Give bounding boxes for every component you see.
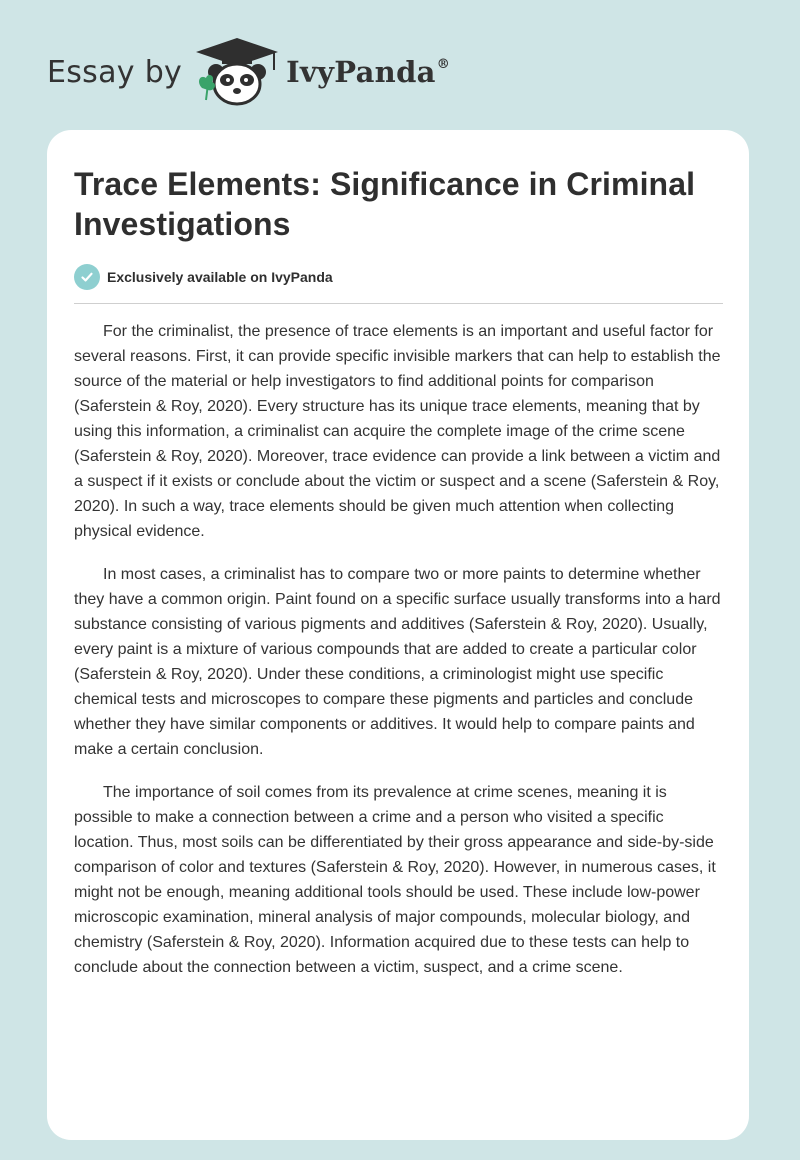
badge-label: Exclusively available on IvyPanda — [107, 269, 333, 285]
paragraph: The importance of soil comes from its prevalence at crime scenes, meaning it is possible to make a connection between a crime and a person who visited a specific location. Thus, most soils can be differentiated by their gross appearance and side-by-side comparison of color and textures (Saferstein & Roy, 2020). However, in numerous cases, it might not be enough, meaning additional tools should be used. These include low-power microscopic examination, mineral analysis of major compounds, molecular biology, and chemistry (Saferstein & Roy, 2020). Information acquired due to these tests can help to conclude about the connection between a victim, suspect, and a crime scene. — [74, 784, 716, 976]
paragraph: In most cases, a criminalist has to compare two or more paints to determine whether they have a common origin. Paint found on a specific surface usually transforms into a hard substance consisting of various pigments and additives (Saferstein & Roy, 2020). Usually, every paint is a mixture of various compounds that are added to create a particular color (Saferstein & Roy, 2020). Under these conditions, a criminologist might use specific chemical tests and microscopes to compare these pigments and particles and conclude whether they have similar components or additives. It would help to compare paints and make a certain conclusion. — [74, 566, 721, 758]
site-header — [47, 36, 527, 108]
exclusive-badge — [74, 263, 333, 291]
paragraph: For the criminalist, the presence of trace elements is an important and useful factor for several reasons. First, it can provide specific invisible markers that can help to establish the source of the material or help investigators to find additional points for comparison (Saferstein & Roy, 2020). Every structure has its unique trace elements, meaning that by using this information, a criminalist can acquire the complete image of the crime scene (Saferstein & Roy, 2020). Moreover, trace evidence can provide a link between a victim and a suspect if it exists or conclude about the victim or suspect and a scene (Saferstein & Roy, 2020). In such a way, trace elements should be given much attention when collecting physical evidence. — [74, 323, 721, 540]
essay-by-label: Essay by — [47, 54, 183, 90]
divider — [74, 303, 723, 304]
checkmark-icon — [74, 264, 100, 290]
essay-card — [47, 130, 749, 1140]
essay-body — [74, 319, 724, 998]
brand-name: IvyPanda® — [286, 55, 451, 89]
panda-logo-icon — [194, 36, 280, 108]
page-title: Trace Elements: Significance in Criminal Investigations — [74, 166, 696, 242]
